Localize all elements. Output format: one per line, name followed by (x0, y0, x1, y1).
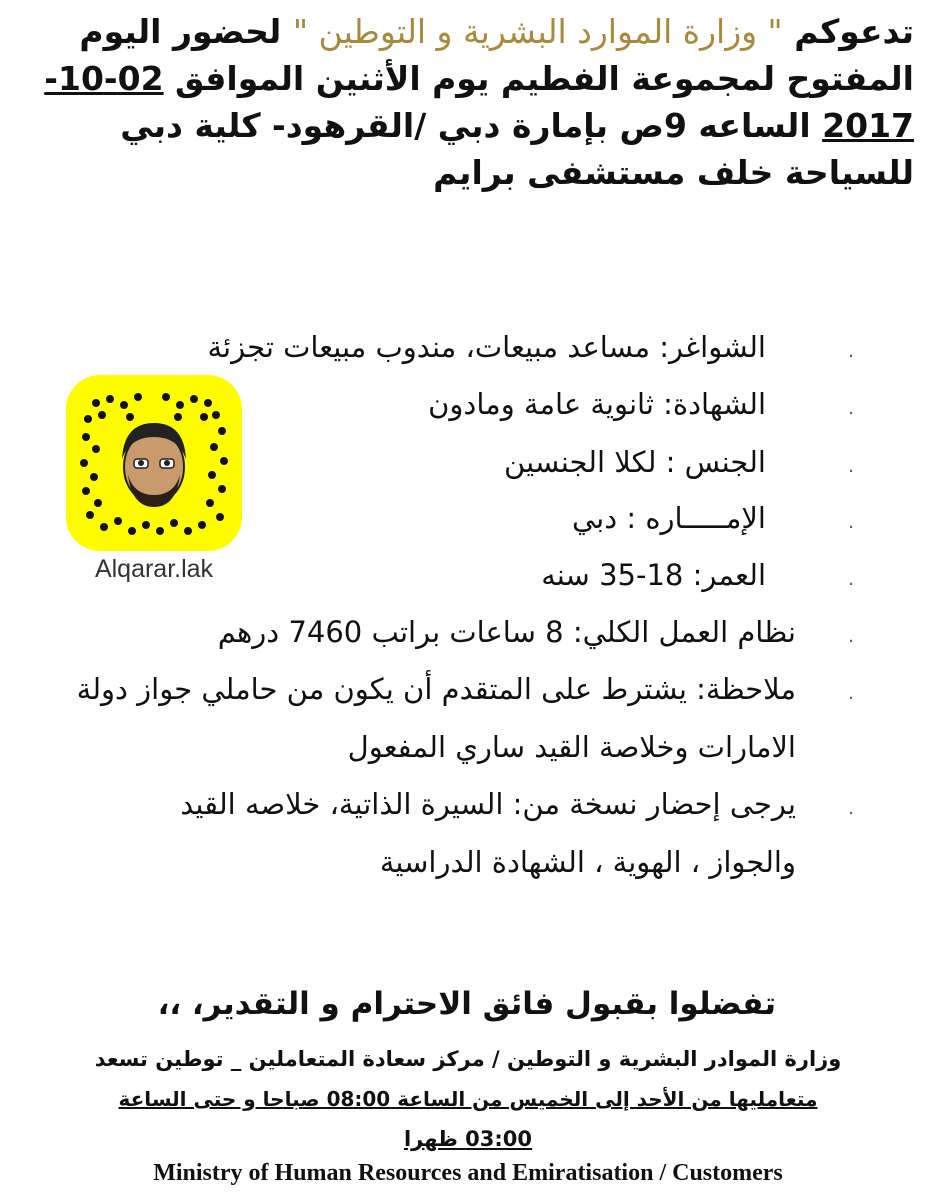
bullet: · (848, 346, 854, 367)
snapcode-frame (66, 375, 242, 551)
item-text: الشواغر: مساعد مبيعات، مندوب مبيعات تجزئة (207, 330, 766, 364)
item-text: الجنس : لكلا الجنسين (504, 445, 766, 479)
snapcode-dots (66, 375, 242, 551)
snapcode (66, 375, 242, 595)
intro-text-3: الساعه 9ص بإمارة دبي /القرهود- كلية دبي للسياحة خلف مستشفى برايم (120, 106, 914, 192)
item-text-line1: ملاحظة: يشترط على المتقدم أن يكون من حاملي جواز دولة (76, 672, 796, 706)
item-text: الإمـــــاره : دبي (571, 501, 766, 535)
item-text-line1: يرجى إحضار نسخة من: السيرة الذاتية، خلاصه القيد (180, 787, 796, 821)
invitation-paragraph (19, 8, 914, 196)
bullet: · (848, 517, 854, 538)
bullet: · (848, 574, 854, 595)
bullet: · (848, 631, 854, 652)
english-footer: Ministry of Human Resources and Emiratisation / Customers (153, 1160, 783, 1186)
bullet: · (848, 403, 854, 424)
closing-line: تفضلوا بقبول فائق الاحترام و التقدير، ،، (157, 986, 776, 1022)
footer-line-3: 03:00 ظهرا (403, 1127, 533, 1151)
list-item-note (0, 670, 936, 785)
list-item-work-system (0, 613, 936, 673)
bullet: · (848, 803, 854, 824)
snapcode-username: Alqarar.lak (94, 555, 214, 583)
footer-line-1: وزارة الموادر البشرية و التوطين / مركز سعادة المتعاملين _ توطين تسعد (94, 1047, 842, 1071)
footer-line-2: متعامليها من الأحد إلى الخميس من الساعة 08:00 صباحا و حتى الساعة (118, 1087, 818, 1111)
list-item-documents (0, 785, 936, 900)
event-date: 02-10-2017 (44, 59, 914, 145)
item-text-line2: والجواز ، الهوية ، الشهادة الدراسية (379, 845, 796, 879)
item-text: العمر: 18-35 سنه (541, 558, 766, 592)
intro-text-1: تدعوكم (782, 12, 914, 51)
intro-text-2: لحضور اليوم المفتوح لمجموعة الفطيم يوم الأثنين الموافق (79, 12, 914, 98)
item-text: الشهادة: ثانوية عامة ومادون (428, 387, 766, 421)
item-text: نظام العمل الكلي: 8 ساعات براتب 7460 درهم (217, 615, 796, 649)
bullet: · (848, 461, 854, 482)
item-text-line2: الامارات وخلاصة القيد ساري المفعول (347, 730, 796, 764)
ministry-name: " وزارة الموارد البشرية و التوطين " (292, 12, 783, 51)
bullet: · (848, 688, 854, 709)
